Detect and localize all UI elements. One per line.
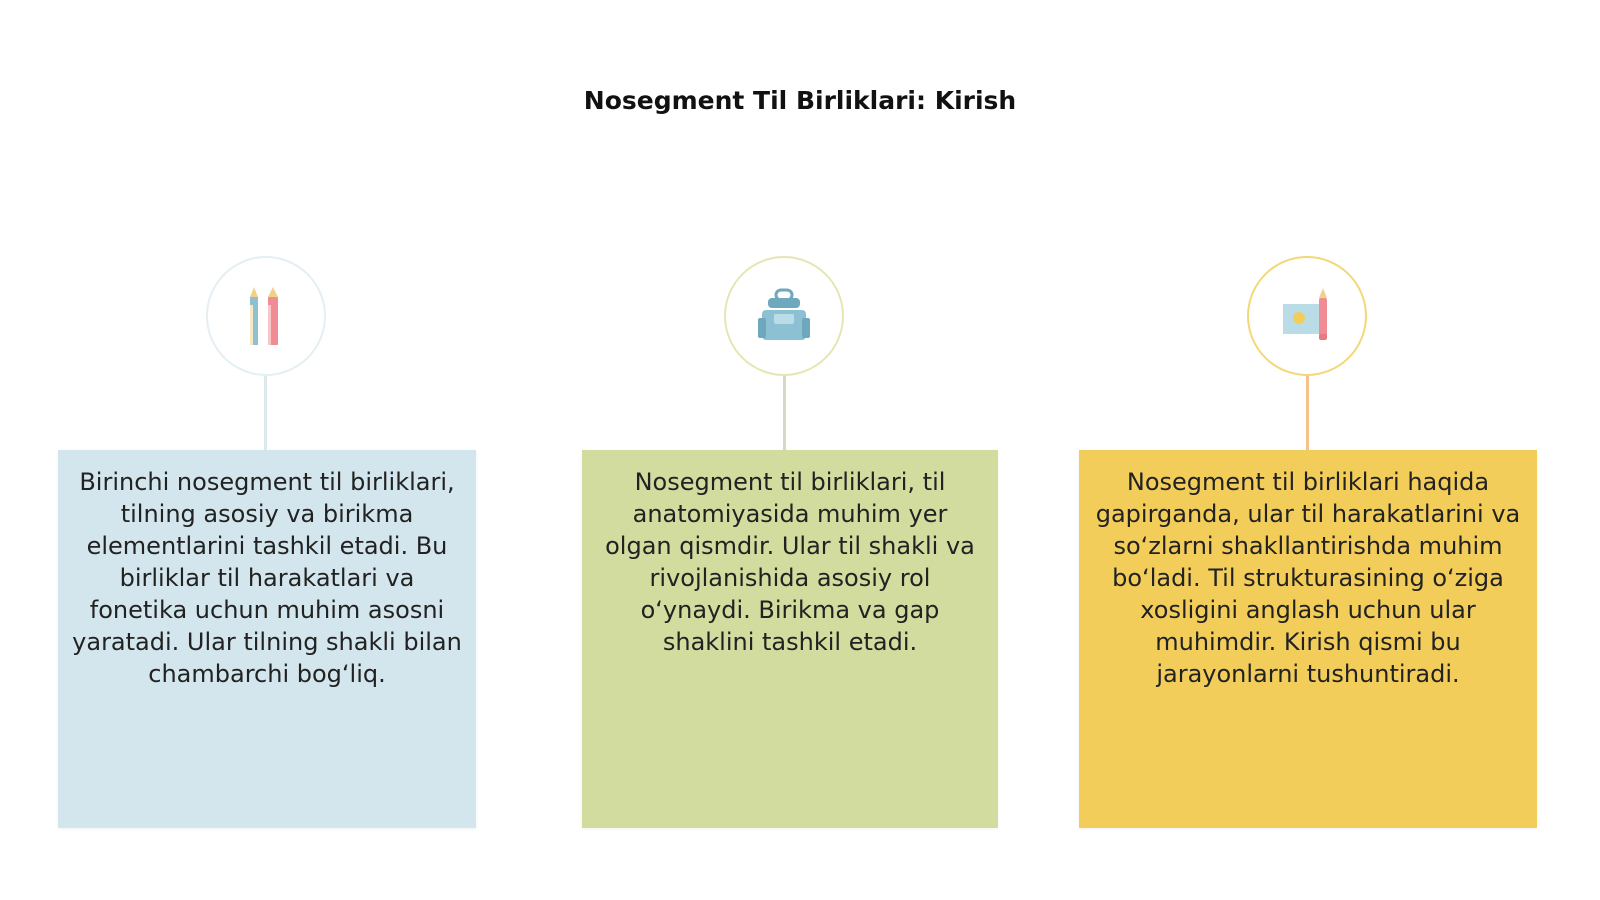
backpack-icon xyxy=(752,284,816,348)
picture-pencil-icon xyxy=(1275,284,1339,348)
picture-pencil-icon-circle xyxy=(1247,256,1367,376)
info-card-3 xyxy=(1079,450,1537,828)
connector-line xyxy=(783,376,786,450)
backpack-icon-circle xyxy=(724,256,844,376)
pencils-icon-circle xyxy=(206,256,326,376)
slide-title: Nosegment Til Birliklari: Kirish xyxy=(583,86,1017,115)
info-card-1 xyxy=(58,450,476,828)
connector-line xyxy=(1306,376,1309,450)
card-text: Nosegment til birliklari, til anatomiyasida muhim yer olgan qismdir. Ular til shakli va rivojlanishida asosiy rol o‘ynaydi. Birikma va gap shaklini tashkil etadi. xyxy=(605,468,975,656)
info-card-2 xyxy=(582,450,998,828)
card-text: Birinchi nosegment til birliklari, tilning asosiy va birikma elementlarini tashkil etadi. Bu birliklar til harakatlari va fonetika uchun muhim asosni yaratadi. Ular tilning shakli bilan chambarchi bog‘liq. xyxy=(72,468,462,688)
connector-line xyxy=(264,376,267,450)
pencils-icon xyxy=(236,281,296,351)
card-text: Nosegment til birliklari haqida gapirganda, ular til harakatlarini va so‘zlarni shakllantirishda muhim bo‘ladi. Til strukturasining o‘ziga xosligini anglash uchun ular muhimdir. Kirish qismi bu jarayonlarni tushuntiradi. xyxy=(1095,468,1521,688)
